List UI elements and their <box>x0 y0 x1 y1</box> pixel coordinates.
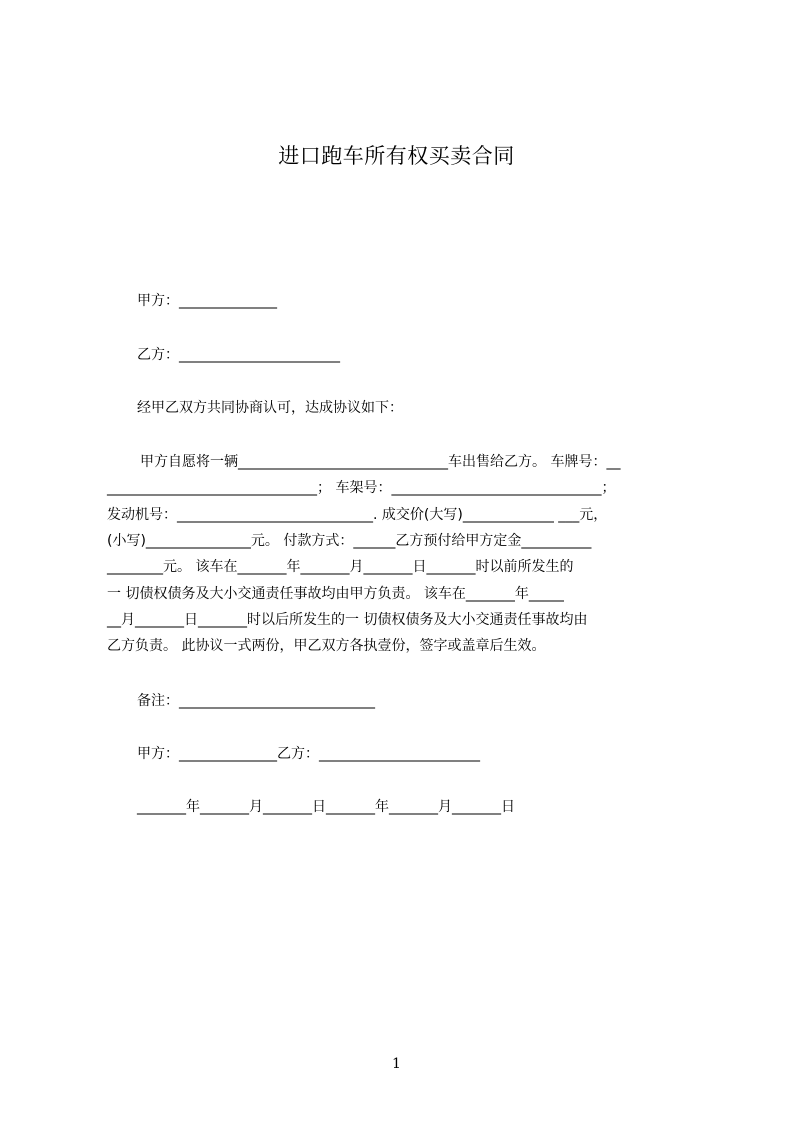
body-line-3: 发动机号：____________________________. 成交价(大写)_____________ ___元， <box>107 507 608 523</box>
body-line-2: ______________________________； 车架号：______________________________； <box>107 480 616 496</box>
remarks-line: 备注：____________________________ <box>137 693 375 709</box>
signature-line: 甲方：______________乙方：_______________________ <box>137 746 480 762</box>
body-line-4: (小写)_______________元。 付款方式：______乙方预付给甲方定金__________ <box>107 533 592 549</box>
document-title: 进口跑车所有权买卖合同 <box>278 144 515 168</box>
body-line-6: 一 切债权债务及大小交通责任事故均由甲方负责。 该车在_______年_____ <box>107 586 564 602</box>
body-line-8: 乙方负责。 此协议一式两份，甲乙双方各执壹份，签字或盖章后生效。 <box>107 638 546 654</box>
intro-paragraph: 经甲乙双方共同协商认可，达成协议如下： <box>137 400 403 416</box>
page-number: 1 <box>392 1056 401 1072</box>
party-b-line: 乙方：_______________________ <box>137 347 340 363</box>
body-line-7: __月_______日_______时以后所发生的一 切债权债务及大小交通责任事故均由 <box>107 612 588 628</box>
date-line: _______年_______月_______日_______年_______月_______日 <box>137 799 515 815</box>
body-line-5: ________元。 该车在_______年_______月_______日_______时以前所发生的 <box>107 559 574 575</box>
body-line-1: 甲方自愿将一辆______________________________车出售给乙方。 车牌号：__ <box>140 454 621 470</box>
party-a-line: 甲方：______________ <box>137 293 277 309</box>
